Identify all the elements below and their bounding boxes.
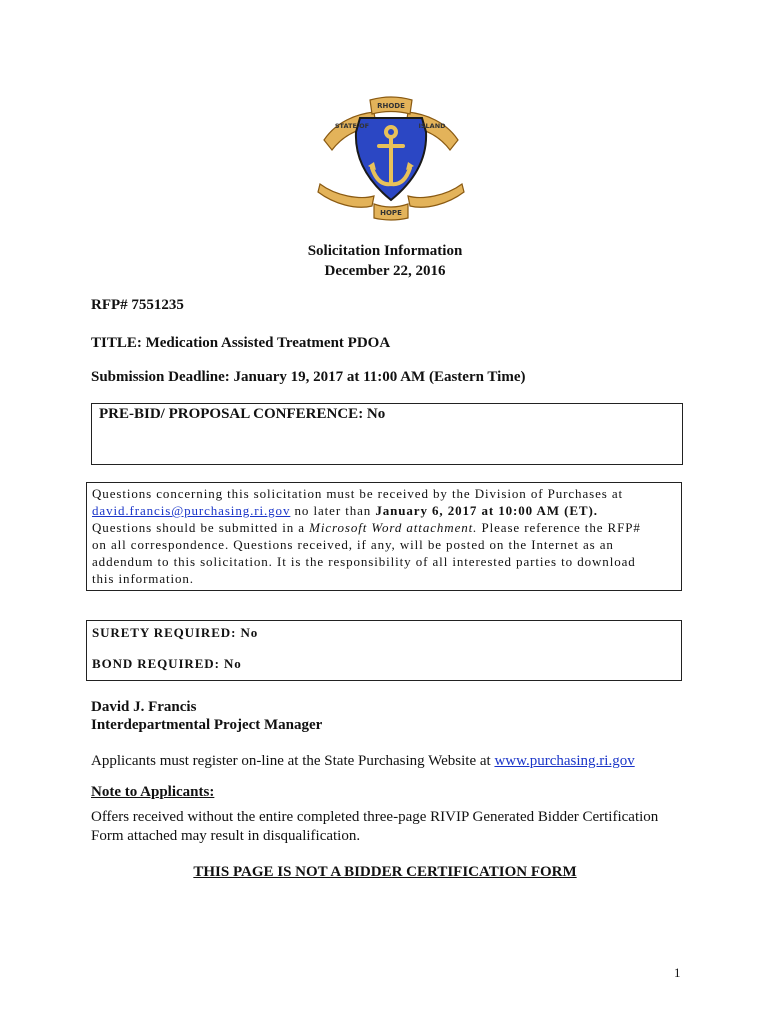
solicitation-title: TITLE: Medication Assisted Treatment PDOA (91, 335, 391, 351)
questions-line-4: on all correspondence. Questions received, if any, will be posted on the Internet as an (92, 537, 614, 552)
contact-role: Interdepartmental Project Manager (91, 717, 323, 733)
questions-line-3-pre: Questions should be submitted in a (92, 520, 310, 535)
document-date: December 22, 2016 (324, 263, 446, 279)
prebid-box (91, 403, 683, 465)
register-text: Applicants must register on-line at the State Purchasing Website at (91, 753, 495, 769)
seal-word-rhode: RHODE (377, 102, 405, 110)
questions-line-2-mid: no later than (290, 503, 376, 518)
note-heading: Note to Applicants: (91, 784, 215, 800)
questions-line-3 (92, 520, 641, 536)
surety-required: SURETY REQUIRED: No (92, 625, 259, 640)
seal-word-hope: HOPE (380, 209, 402, 217)
questions-line-6: this information. (92, 571, 194, 586)
questions-line-3-italic: Microsoft Word attachment. (309, 520, 478, 535)
contact-name: David J. Francis (91, 699, 197, 715)
page-number: 1 (674, 965, 681, 980)
document-title: Solicitation Information (307, 243, 463, 259)
questions-line-3-post: Please reference the RFP# (477, 520, 641, 535)
rfp-number: RFP# 7551235 (91, 297, 184, 313)
prebid-label: PRE-BID/ PROPOSAL CONFERENCE: No (99, 406, 386, 422)
questions-box (86, 482, 682, 591)
register-line (91, 753, 635, 770)
seal-word-state-of: STATE OF (334, 122, 370, 130)
note-line-2: Form attached may result in disqualification. (91, 828, 361, 844)
questions-deadline: January 6, 2017 at 10:00 AM (ET). (375, 503, 598, 518)
surety-bond-box (86, 620, 682, 681)
footer-notice: THIS PAGE IS NOT A BIDDER CERTIFICATION FORM (193, 864, 577, 880)
note-line-1: Offers received without the entire completed three-page RIVIP Generated Bidder Certification (91, 809, 659, 825)
submission-deadline: Submission Deadline: January 19, 2017 at 11:00 AM (Eastern Time) (91, 369, 526, 385)
state-seal-logo (316, 92, 466, 222)
questions-line-2 (92, 503, 598, 519)
questions-line-1: Questions concerning this solicitation must be received by the Division of Purchases at (92, 486, 624, 501)
questions-line-5: addendum to this solicitation. It is the responsibility of all interested parties to download (92, 554, 636, 569)
purchasing-website-link[interactable]: www.purchasing.ri.gov (494, 753, 635, 769)
bond-required: BOND REQUIRED: No (92, 656, 242, 671)
seal-word-island: ISLAND (418, 122, 446, 130)
email-link[interactable]: david.francis@purchasing.ri.gov (92, 503, 291, 518)
